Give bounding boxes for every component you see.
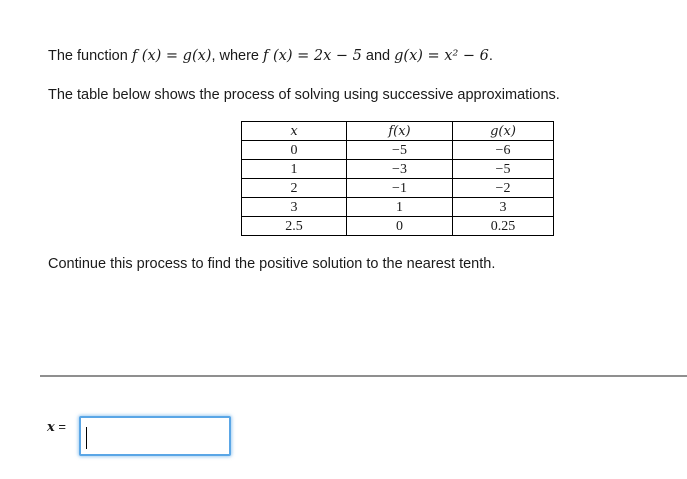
and-text: and xyxy=(361,48,395,64)
answer-label-equals: = xyxy=(54,419,66,434)
table-row xyxy=(242,198,554,217)
cell-fx: −5 xyxy=(347,141,453,160)
header-gx: g(x) xyxy=(453,122,554,141)
cell-x: 0 xyxy=(242,141,347,160)
answer-label xyxy=(47,419,66,435)
cell-fx: −3 xyxy=(347,160,453,179)
where-text: , where xyxy=(211,48,264,64)
answer-label-variable: x xyxy=(47,420,55,435)
end-text: . xyxy=(488,48,493,64)
table-header-row xyxy=(242,122,554,141)
problem-statement xyxy=(48,48,493,64)
table-row xyxy=(242,217,554,236)
cell-x: 2 xyxy=(242,179,347,198)
table-row xyxy=(242,160,554,179)
cell-fx: −1 xyxy=(347,179,453,198)
header-x: x xyxy=(242,122,347,141)
table-row xyxy=(242,179,554,198)
text-cursor xyxy=(86,427,87,449)
cell-gx: −5 xyxy=(453,160,554,179)
cell-fx: 0 xyxy=(347,217,453,236)
table-intro: The table below shows the process of solving using successive approximations. xyxy=(48,87,560,103)
intro-text: The function xyxy=(48,48,132,64)
cell-x: 3 xyxy=(242,198,347,217)
cell-x: 1 xyxy=(242,160,347,179)
answer-input[interactable] xyxy=(79,416,231,456)
cell-x: 2.5 xyxy=(242,217,347,236)
header-fx: f(x) xyxy=(347,122,453,141)
approximation-table xyxy=(241,121,554,236)
f-definition: f (x) = 2x − 5 xyxy=(263,48,362,64)
cell-fx: 1 xyxy=(347,198,453,217)
cell-gx: 0.25 xyxy=(453,217,554,236)
section-divider xyxy=(40,375,687,377)
approximation-table-wrapper xyxy=(241,121,554,236)
g-definition: g(x) = x² − 6 xyxy=(394,48,489,64)
cell-gx: 3 xyxy=(453,198,554,217)
table-row xyxy=(242,141,554,160)
cell-gx: −2 xyxy=(453,179,554,198)
instruction-text: Continue this process to find the positive solution to the nearest tenth. xyxy=(48,256,496,272)
cell-gx: −6 xyxy=(453,141,554,160)
equation-main: f (x) = g(x) xyxy=(131,48,212,64)
